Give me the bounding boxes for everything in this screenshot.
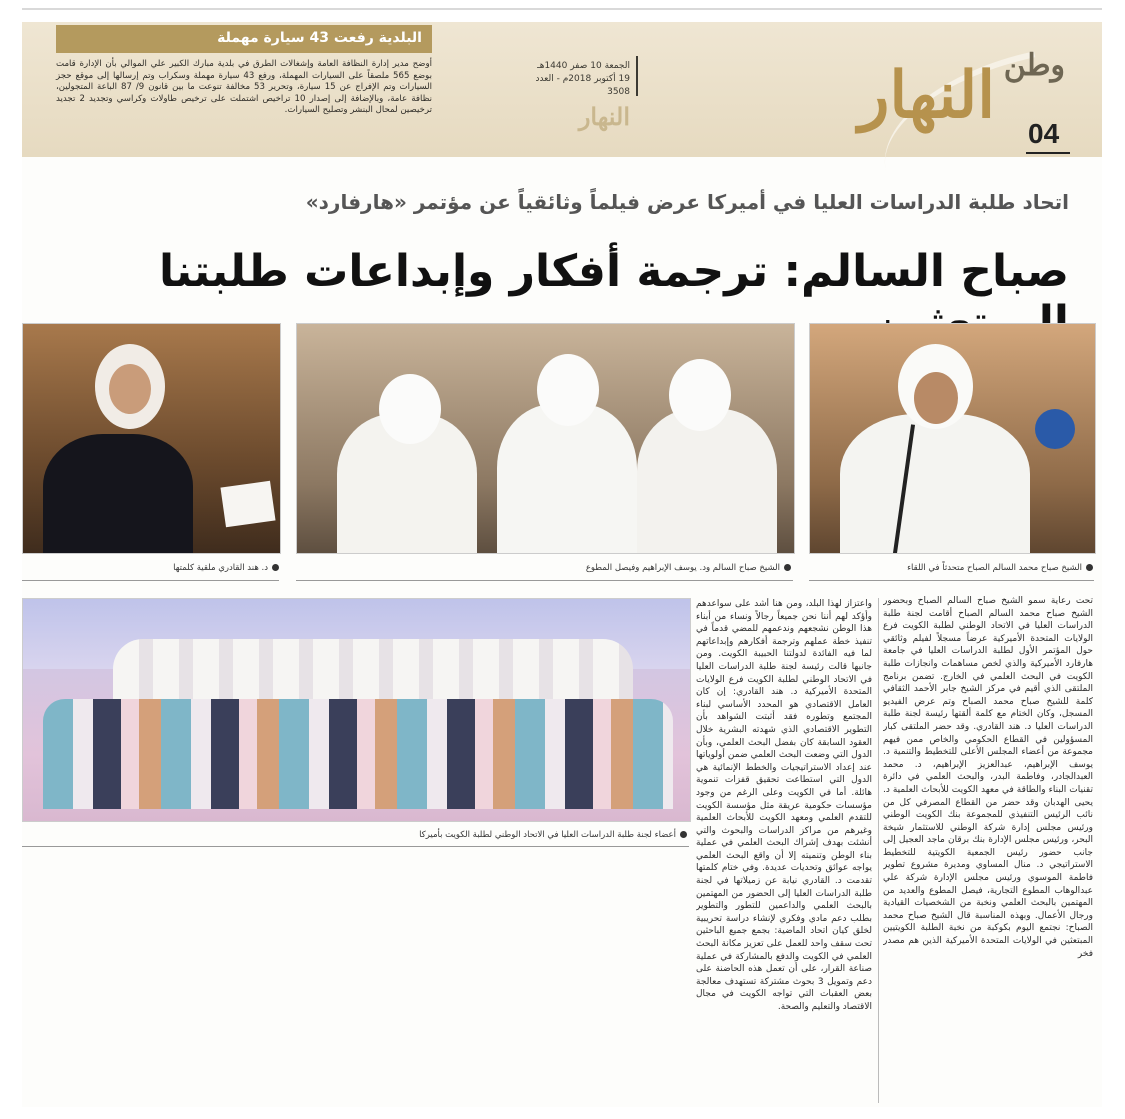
page-number-rule [1026, 152, 1070, 154]
logo-prefix: وطن [1003, 48, 1065, 83]
date-divider [636, 56, 638, 96]
caption-rule [296, 580, 793, 581]
photo-figure-3-head [669, 359, 731, 431]
photo-figure-body [43, 434, 193, 554]
news-brief [56, 22, 432, 117]
caption-photo-left: د. هند القادري ملقية كلمتها [29, 563, 279, 573]
caption-photo-right: الشيخ صباح محمد السالم الصباح متحدثاً في اللقاء [803, 563, 1093, 573]
photo-figure-3 [637, 409, 777, 554]
logo-main-text: النهار [858, 58, 995, 133]
article-column-1: تحت رعاية سمو الشيخ صباح السالم الصباح وبحضور الشيخ صباح محمد السالم الصباح أقامت لجنة طلبة الدراسات العليا في الاتحاد الوطني لطلبة الكويت فرع الولايات المتحدة الأميركية عرضاً مسجلاً لفيلم وثائقي حول المؤتمر الأول لطلبة الدراسات العليا في جامعة هارفارد الأميركية والذي لخص مساهمات وانجازات طلبة الكويت في البحث العلمي في الخارج. تضمن برنامج الملتقى الذي أقيم في مركز الشيخ جابر الأحمد الثقافي كلمة للشيخ صباح محمد الصباح وتم عرض الفيديو المسجل، وكان الختام مع كلمة ألقتها رئيسة لجنة طلبة الدراسات العليا د. هند القادري. وقد حضر الملتقى كبار المسؤولين في القطاع الحكومي والخاص ممن فيهم مجموعة من أعضاء المجلس الأعلى للتخطيط والتنمية د. يوسف الإبراهيم، عبدالعزيز الإبراهيم، د. محمد العبدالجادر، وفاطمة البدر، والبحث العلمي في دائرة تقنيات البناء والطاقة في معهد الكويت للأبحاث العلمية د. يحيى الهدبان وقد حضر من القطاع المصرفي كل من نائب الرئيس التنفيذي للمجموعة بنك الكويت الوطني ورئيس مجلس إدارة شركة الوطني للاستثمار شيخة البحر، ورئيس مجلس الإدارة بنك برقان ماجد العجيل إلى جانب حضور رئيس الجمعية الكويتية للتخطيط الاستراتيجي د. منال المساوي ومديرة مشروع تطوير فاطمة الموسوي ورئيس مجلس الإدارة شركة علي عبدالوهاب المطوع التجارية، فيصل المطوع والعديد من المهتمين بالبحث العلمي ونخبة من الشخصيات القيادية ورجال الأعمال. وبهذه المناسبة قال الشيخ صباح محمد الصباح: نجتمع اليوم بكوكبة من نخبة الطلبة الكويتيين المبتعثين في الولايات المتحدة الأميركية الذين هم مصدر فخر [883, 596, 1093, 959]
date-gregorian-issue: 19 أكتوبر 2018م - العدد 3508 [535, 74, 630, 97]
date-hijri: الجمعة 10 صفر 1440هـ [537, 61, 630, 71]
photo-speaker-woman [22, 323, 281, 554]
page-number: 04 [1028, 118, 1060, 149]
photo-speaker-podium [809, 323, 1096, 554]
photo-figure-face [914, 372, 958, 424]
small-logo: النهار [578, 102, 630, 131]
top-rule [22, 8, 1102, 10]
brief-text: أوضح مدير إدارة النظافة العامة وإشغالات الطرق في بلدية مبارك الكبير علي الموالي بأن الإدارة قامت بوضع 565 ملصقاً على السيارات المهملة، ورفع 43 سيارة مهملة وسكراب وتم إرسالها إلى موقع حجز السيارات وتم الإفراج عن 15 سيارة، وتحرير 53 مخالفة تنوعت ما بين قانون 9/ 87 الباعة المتجولين، نظافة عامة، وبالإضافة إلى إصدار 10 تراخيص اشتملت على ترخيص طاولات وكراسي وتجديد 2 تجديد ترخيصين لمحال البنشر وتصليح السيارات. [56, 59, 433, 115]
photo-figure-1-head [379, 374, 441, 444]
photo-figure-body [840, 414, 1030, 554]
caption-group-photo: أعضاء لجنة طلبة الدراسات العليا في الاتحاد الوطني لطلبة الكويت بأميركا [47, 830, 687, 840]
caption-rule [22, 580, 279, 581]
caption-rule [22, 846, 689, 847]
caption-bullet-icon [272, 564, 279, 571]
issue-date [510, 60, 630, 99]
article-column-2: واعتزاز لهذا البلد، ومن هنا أشد على سواعدهم وأؤكد لهم أننا نحن جميعاً رجالاً ونساء من أبناء هذا الوطن نشجعهم وندعمهم للمضي قدماً في تنفيذ خطة عملهم وترجمة أفكارهم وإبداعاتهم لما فيه الفائدة لدولتنا الحبيبة الكويت. ومن جانبها قالت رئيسة لجنة طلبة الدراسات العليا في الاتحاد الوطني لطلبة الكويت فرع الولايات المتحدة الأميركية د. هند القادري: إن كان العامل الاقتصادي هو المحدد الأساسي لبناء المجتمع وتطوره فقد أثبتت الشواهد بأن التطوير الاقتصادي الذي شهدته البشرية خلال العقود السابقة كان بفضل البحث العلمي، وبأن الدول التي وضعت البحث العلمي ضمن أولوياتها عند إعداد الاستراتيجيات والخطط الإنمائية هي الدول التي استطاعت تحقيق قفزات تنموية هائلة. أما في الكويت وعلى الرغم من وجود مؤسسات حكومية عريقة مثل مؤسسة الكويت للتقدم العلمي ومعهد الكويت للأبحاث العلمية وغيرهم من مراكز الدراسات والبحوث والتي أنشئت بهدف إشراك البحث العلمي في عملية بناء الوطن وتنميته إلا أن واقع البحث العلمي يواجه عوائق وتحديات عديدة. وفي ختام كلمتها تقدمت د. القادري نيابة عن زميلاتها في لجنة طلبة الدراسات العليا إلى الحضور من المهتمين بالبحث العلمي والداعمين للتطور والتطوير بطلب دعم مادي وفكري لإنشاء دراسة تحريبية لخلق كيان اتحاد الماضية: بجمع جميع الباحثين تحت سقف واحد للعمل على تعزيز مكانة البحث العلمي في الكويت والدفع بالمشاركة في عملية صناعة القرار، على أن تعمل هذه الحاضنة على دعم وتمويل 3 بحوث مشتركة تستهدف معالجة بعض العقبات التي تواجه الكويت في مجال الاقتصاد والتعليم والصحة. [696, 599, 872, 1012]
photo-figure-2 [497, 404, 637, 554]
masthead-logo [735, 38, 1065, 150]
caption-bullet-icon [1086, 564, 1093, 571]
caption-photo-middle: الشيخ صباح السالم ود. يوسف الإبراهيم وفيصل المطوع [351, 563, 791, 573]
caption-rule [809, 580, 1094, 581]
photo-paper [220, 481, 275, 528]
photo-figure-2-head [537, 354, 599, 426]
caption-bullet-icon [680, 831, 687, 838]
microphone-logo [1035, 409, 1075, 449]
photo-figure-face [109, 364, 151, 414]
article-headline: صباح السالم: ترجمة أفكار وإبداعات طلبتنا [159, 246, 1069, 297]
photo-group [22, 598, 691, 822]
photo-three-men [296, 323, 795, 554]
brief-title: البلدية رفعت 43 سيارة مهملة [56, 25, 432, 53]
photo-group-front-row [43, 699, 673, 809]
column-divider [878, 598, 879, 1103]
caption-bullet-icon [784, 564, 791, 571]
article-kicker: اتحاد طلبة الدراسات العليا في أميركا عرض فيلماً وثائقياً عن مؤتمر «هارفارد» [305, 190, 1069, 214]
